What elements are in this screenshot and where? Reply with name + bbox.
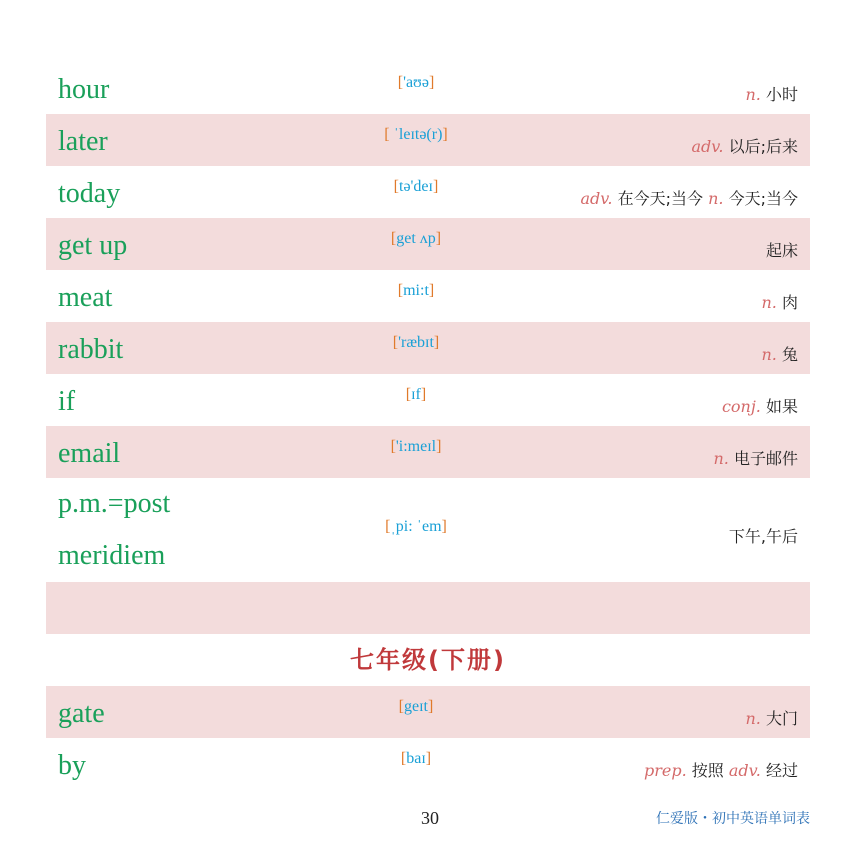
vocab-row-hour [46, 62, 810, 114]
part-of-speech: n. [745, 85, 761, 104]
phonetic: [ɪf] [405, 386, 427, 403]
page-number: 30 [421, 808, 439, 828]
part-of-speech: conj. [721, 397, 761, 416]
definition: 按照 [691, 761, 724, 780]
part-of-speech: adv. [691, 137, 724, 156]
definition: 起床 [765, 241, 798, 260]
word: meat [58, 282, 113, 313]
word: today [58, 178, 121, 209]
definition: 小时 [765, 85, 798, 104]
meaning [722, 394, 798, 417]
definition: 以后;后来 [728, 137, 798, 156]
phonetic: [ˌpi: ˈem] [385, 518, 447, 535]
part-of-speech: n. [713, 449, 729, 468]
phonetic: ['i:meɪl] [390, 438, 442, 455]
vocab-row-if [46, 374, 810, 426]
vocab-row-meat [46, 270, 810, 322]
word: by [58, 750, 86, 781]
word: later [58, 126, 108, 157]
definition: 兔 [781, 345, 798, 364]
phonetic: [tə'deɪ] [393, 178, 439, 195]
word: p.m.=post meridiem [58, 488, 171, 571]
section-header [46, 634, 810, 686]
phonetic: [mi:t] [397, 282, 435, 299]
word: gate [58, 698, 105, 729]
vocab-row-today [46, 166, 810, 218]
meaning [644, 758, 798, 781]
part-of-speech: adv. [728, 761, 761, 780]
word: rabbit [58, 334, 124, 365]
vocab-row-by [46, 738, 810, 790]
definition: 肉 [781, 293, 798, 312]
vocab-row-get-up [46, 218, 810, 270]
part-of-speech: adv. [580, 189, 613, 208]
vocab-row-rabbit [46, 322, 810, 374]
definition: 电子邮件 [733, 449, 798, 468]
definition: 经过 [765, 761, 798, 780]
phonetic: [baɪ] [400, 750, 432, 767]
part-of-speech: n. [745, 709, 761, 728]
book-title: 仁爱版・初中英语单词表 [656, 811, 810, 827]
phonetic: [get ʌp] [390, 230, 442, 247]
phonetic: [geɪt] [398, 698, 434, 715]
vocab-row-pm [46, 478, 810, 582]
meaning [691, 134, 798, 157]
definition: 在今天;当今 [617, 189, 704, 208]
meaning [746, 82, 799, 105]
phonetic: ['ræbɪt] [392, 334, 440, 351]
meaning [762, 342, 799, 365]
part-of-speech: n. [708, 189, 724, 208]
vocab-row-later [46, 114, 810, 166]
word: email [58, 438, 121, 469]
part-of-speech: n. [761, 345, 777, 364]
vocab-row-gate [46, 686, 810, 738]
definition: 今天;当今 [728, 189, 798, 208]
part-of-speech: n. [761, 293, 777, 312]
meaning [762, 290, 799, 313]
definition: 大门 [765, 709, 798, 728]
section-title: 七年级(下册) [350, 646, 506, 674]
meaning [581, 186, 799, 209]
phonetic: ['aʊə] [397, 74, 435, 91]
meaning [766, 238, 798, 261]
part-of-speech: prep. [643, 761, 687, 780]
definition: 如果 [765, 397, 798, 416]
word: get up [58, 230, 128, 261]
definition: 下午,午后 [728, 527, 798, 546]
meaning [746, 706, 799, 729]
empty-row [46, 582, 810, 634]
vocab-row-email [46, 426, 810, 478]
word: hour [58, 74, 110, 105]
vocabulary-table [46, 62, 810, 790]
meaning [714, 446, 799, 469]
phonetic: [ ˈleɪtə(r)] [384, 126, 448, 143]
meaning [729, 524, 798, 547]
word: if [58, 386, 76, 417]
